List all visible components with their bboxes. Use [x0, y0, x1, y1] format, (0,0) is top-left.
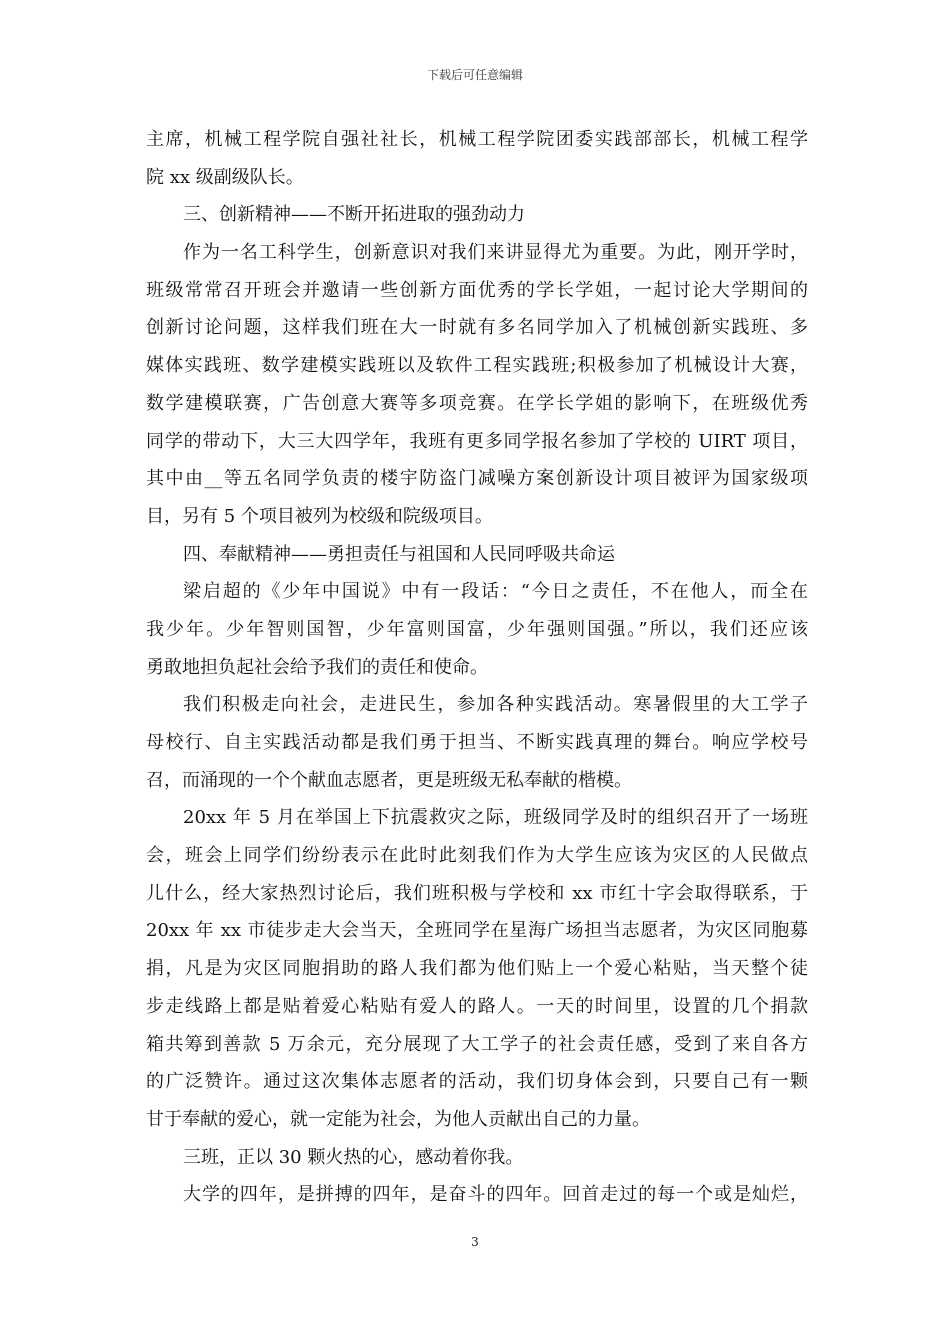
text-line: 儿什么，经大家热烈讨论后，我们班积极与学校和 xx 市红十字会取得联系，于	[146, 882, 808, 904]
text-line: 其中由__等五名同学负责的楼宇防盗门减噪方案创新设计项目被评为国家级项	[146, 468, 808, 490]
text-line: 目，另有 5 个项目被列为校级和院级项目。	[146, 505, 493, 527]
text-line: 四、奉献精神——勇担责任与祖国和人民同呼吸共命运	[183, 543, 615, 565]
text-line: 创新讨论问题，这样我们班在大一时就有多名同学加入了机械创新实践班、多	[146, 317, 808, 339]
page-header: 下载后可任意编辑	[426, 68, 523, 82]
text-line: 20xx 年 xx 市徒步走大会当天，全班同学在星海广场担当志愿者，为灾区同胞募	[146, 920, 808, 942]
text-line: 主席，机械工程学院自强社社长，机械工程学院团委实践部部长，机械工程学	[146, 129, 808, 150]
text-line: 召，而涌现的一个个献血志愿者，更是班级无私奉献的楷模。	[146, 769, 632, 791]
text-line: 同学的带动下，大三大四学年，我班有更多同学报名参加了学校的 UIRT 项目，	[146, 430, 808, 452]
text-line: 甘于奉献的爱心，就一定能为社会，为他人贡献出自己的力量。	[146, 1108, 650, 1130]
text-line: 大学的四年，是拼搏的四年，是奋斗的四年。回首走过的每一个或是灿烂，	[183, 1184, 808, 1206]
text-line: 步走线路上都是贴着爱心粘贴有爱人的路人。一天的时间里，设置的几个捐款	[146, 995, 808, 1017]
text-line: 母校行、自主实践活动都是我们勇于担当、不断实践真理的舞台。响应学校号	[146, 732, 808, 753]
text-line: 数学建模联赛，广告创意大赛等多项竞赛。在学长学姐的影响下，在班级优秀	[146, 392, 808, 414]
text-line: 我们积极走向社会，走进民生，参加各种实践活动。寒暑假里的大工学子	[183, 694, 808, 716]
text-line: 的广泛赞许。通过这次集体志愿者的活动，我们切身体会到，只要自己有一颗	[146, 1071, 808, 1093]
text-line: 20xx 年 5 月在举国上下抗震救灾之际，班级同学及时的组织召开了一场班	[183, 807, 808, 829]
text-line: 院 xx 级副级队长。	[146, 166, 304, 188]
text-line: 捐，凡是为灾区同胞捐助的路人我们都为他们贴上一个爱心粘贴，当天整个徒	[146, 958, 808, 980]
text-line: 作为一名工科学生，创新意识对我们来讲显得尤为重要。为此，刚开学时，	[183, 242, 808, 264]
document-body	[146, 121, 808, 1214]
text-line: 媒体实践班、数学建模实践班以及软件工程实践班;积极参加了机械设计大赛，	[146, 355, 808, 377]
text-line: 班级常常召开班会并邀请一些创新方面优秀的学长学姐，一起讨论大学期间的	[146, 279, 808, 301]
text-line: 会，班会上同学们纷纷表示在此时此刻我们作为大学生应该为灾区的人民做点	[146, 845, 808, 867]
text-line: 三班，正以 30 颗火热的心，感动着你我。	[183, 1146, 524, 1168]
text-line: 我少年。少年智则国智，少年富则国富，少年强则国强。”所以，我们还应该	[146, 618, 808, 640]
text-line: 勇敢地担负起社会给予我们的责任和使命。	[146, 656, 488, 678]
text-line: 箱共筹到善款 5 万余元，充分展现了大工学子的社会责任感，受到了来自各方	[146, 1033, 808, 1055]
text-line: 三、创新精神——不断开拓进取的强劲动力	[183, 204, 525, 226]
page-number: 3	[471, 1235, 479, 1249]
text-line: 梁启超的《少年中国说》中有一段话：“今日之责任，不在他人，而全在	[183, 581, 808, 603]
